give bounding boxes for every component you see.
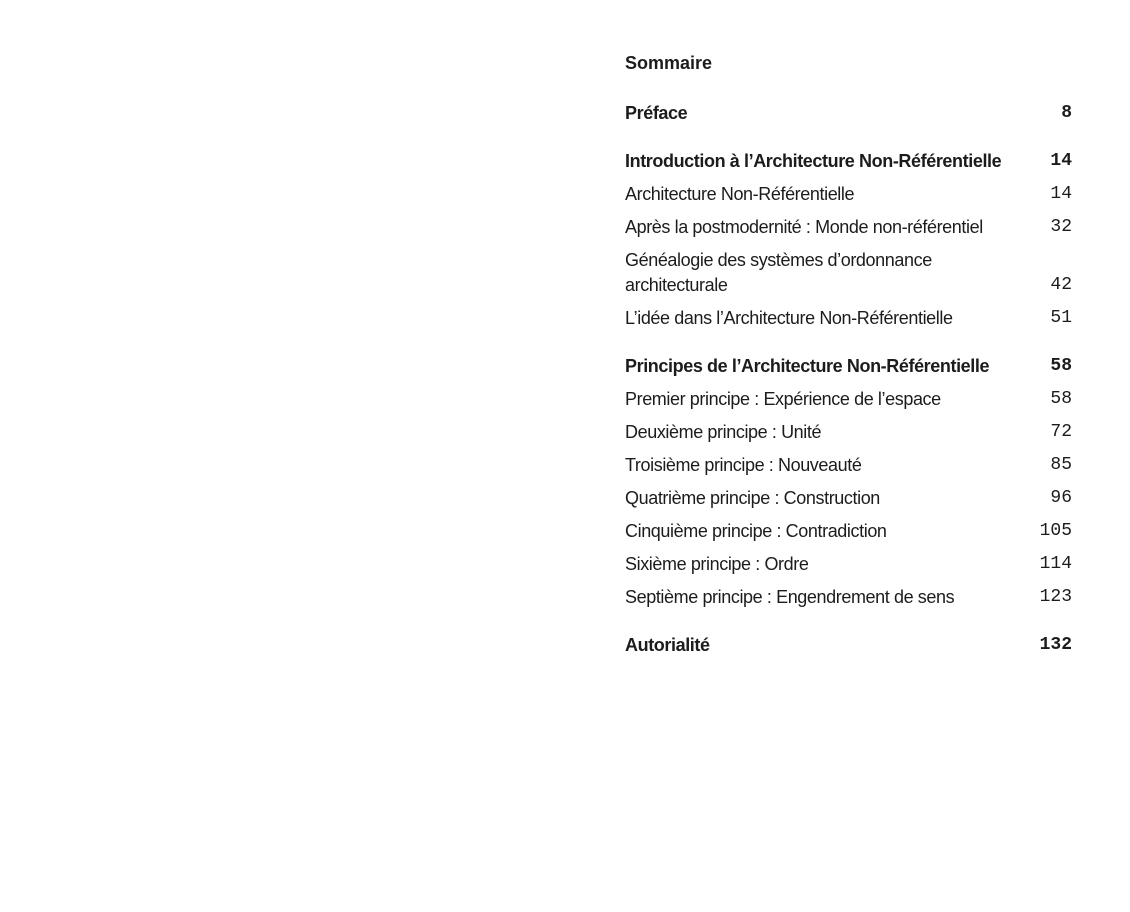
toc-item[interactable] xyxy=(625,515,1072,548)
toc-item[interactable] xyxy=(625,178,1072,211)
toc-item-label: Quatrième principe : Construction xyxy=(625,488,880,508)
toc-section-preface xyxy=(625,97,1072,130)
toc-item[interactable] xyxy=(625,211,1072,244)
toc-item[interactable] xyxy=(625,244,1072,302)
toc-page-number: 114 xyxy=(1039,554,1072,574)
toc-section-principes xyxy=(625,350,1072,614)
toc-item[interactable] xyxy=(625,302,1072,335)
toc-item-label: Troisième principe : Nouveauté xyxy=(625,455,862,475)
toc-page-number: 85 xyxy=(1050,455,1072,475)
toc-item-label: Cinquième principe : Contradiction xyxy=(625,521,887,541)
toc-page-number: 14 xyxy=(1050,184,1072,204)
toc-page-number: 96 xyxy=(1050,488,1072,508)
toc-item[interactable] xyxy=(625,548,1072,581)
toc-page-number: 105 xyxy=(1039,521,1072,541)
toc-item-label: Deuxième principe : Unité xyxy=(625,422,822,442)
toc-title: Sommaire xyxy=(625,53,713,73)
toc-section-autorialite xyxy=(625,629,1072,662)
toc-section-introduction xyxy=(625,145,1072,335)
toc-page-number: 58 xyxy=(1050,356,1072,376)
toc-item[interactable] xyxy=(625,449,1072,482)
toc-heading[interactable] xyxy=(625,629,1072,662)
table-of-contents xyxy=(625,48,1072,677)
toc-item-label: Septième principe : Engendrement de sens xyxy=(625,587,955,607)
toc-item-label: Premier principe : Expérience de l’espace xyxy=(625,389,941,409)
toc-page-number: 58 xyxy=(1050,389,1072,409)
toc-heading[interactable] xyxy=(625,97,1072,130)
toc-page-number: 72 xyxy=(1050,422,1072,442)
toc-page-number: 123 xyxy=(1039,587,1072,607)
toc-item-label: L’idée dans l’Architecture Non-Référentielle xyxy=(625,308,953,328)
toc-heading-label: Autorialité xyxy=(625,635,710,655)
toc-item[interactable] xyxy=(625,581,1072,614)
toc-heading-label: Introduction à l’Architecture Non-Référentielle xyxy=(625,151,1002,171)
toc-page-number: 132 xyxy=(1039,635,1072,655)
toc-heading-label: Principes de l’Architecture Non-Référentielle xyxy=(625,356,990,376)
toc-item[interactable] xyxy=(625,416,1072,449)
toc-item[interactable] xyxy=(625,482,1072,515)
toc-item-label: Architecture Non-Référentielle xyxy=(625,184,855,204)
toc-page-number: 14 xyxy=(1050,151,1072,171)
toc-heading[interactable] xyxy=(625,145,1072,178)
toc-item[interactable] xyxy=(625,383,1072,416)
toc-heading[interactable] xyxy=(625,350,1072,383)
toc-page-number: 42 xyxy=(1050,275,1072,295)
toc-item-label: Généalogie des systèmes d’ordonnance architecturale xyxy=(625,250,932,295)
toc-page-number: 51 xyxy=(1050,308,1072,328)
toc-item-label: Après la postmodernité : Monde non-référentiel xyxy=(625,217,983,237)
toc-heading-label: Préface xyxy=(625,103,688,123)
toc-page-number: 32 xyxy=(1050,217,1072,237)
toc-page-number: 8 xyxy=(1061,103,1072,123)
toc-item-label: Sixième principe : Ordre xyxy=(625,554,809,574)
